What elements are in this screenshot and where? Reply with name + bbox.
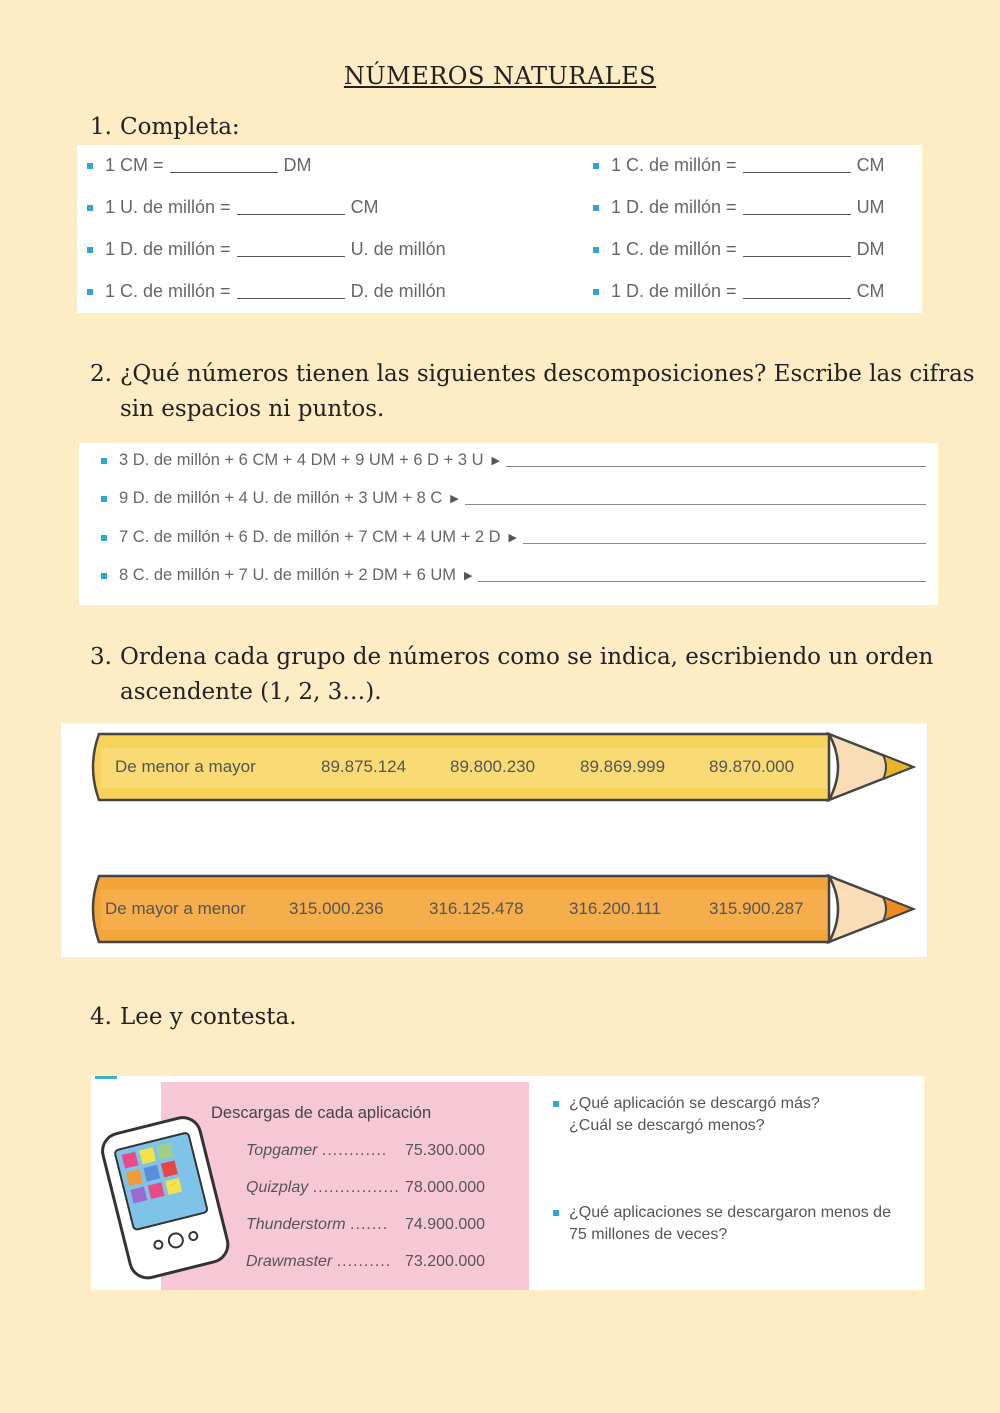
pencil-number: 89.869.999 — [580, 757, 666, 776]
arrow-icon: ▶ — [464, 570, 473, 582]
ex2-number: 2. — [90, 361, 112, 387]
arrow-icon: ▶ — [508, 532, 517, 544]
ex1-item: 1 C. de millón = CM — [593, 155, 885, 176]
app-name: Topgamer ............ — [246, 1142, 388, 1159]
ex1-number: 1. — [90, 114, 112, 140]
bullet-icon — [101, 496, 107, 502]
pencil-number: 89.800.230 — [450, 757, 536, 776]
app-name: Drawmaster .......... — [246, 1253, 392, 1270]
answer-line[interactable] — [523, 532, 926, 544]
ex2-row: 8 C. de millón + 7 U. de millón + 2 DM + 6 UM ▶ — [101, 566, 926, 585]
ex2-heading: 2. ¿Qué números tienen las siguientes descomposiciones? Escribe las cifras sin espacios ni puntos. — [90, 357, 975, 427]
arrow-icon: ▶ — [450, 493, 459, 505]
app-downloads: 78.000.000 — [405, 1179, 486, 1196]
arrow-icon: ▶ — [491, 455, 500, 467]
app-downloads: 73.200.000 — [405, 1253, 486, 1270]
ex4-panel — [91, 1076, 924, 1290]
bullet-icon — [87, 205, 93, 211]
ex1-item: 1 C. de millón = DM — [593, 239, 885, 260]
answer-line[interactable] — [506, 455, 926, 467]
pencil-label: De mayor a menor — [105, 899, 246, 918]
bullet-icon — [87, 289, 93, 295]
ex2-row: 3 D. de millón + 6 CM + 4 DM + 9 UM + 6 D + 3 U ▶ — [101, 451, 926, 470]
bullet-icon — [101, 458, 107, 464]
pencil-number: 315.900.287 — [709, 899, 804, 918]
pencil-number: 315.000.236 — [289, 899, 384, 918]
ex3-number: 3. — [90, 644, 112, 670]
bullet-icon — [593, 289, 599, 295]
downloads-title: Descargas de cada aplicación — [211, 1104, 432, 1122]
ex2-panel — [79, 443, 938, 605]
answer-blank[interactable] — [743, 285, 851, 299]
ex1-item: 1 U. de millón = CM — [87, 197, 379, 218]
answer-line[interactable] — [465, 493, 926, 505]
bullet-icon — [593, 247, 599, 253]
ex1-heading — [90, 110, 240, 145]
ex1-item: 1 CM = DM — [87, 155, 312, 176]
accent-bar — [95, 1076, 117, 1079]
ex1-panel — [77, 145, 922, 313]
ex3-panel — [61, 723, 927, 957]
question-2: ¿Qué aplicaciones se descargaron menos de 75 millones de veces? — [553, 1202, 891, 1246]
page-title: NÚMEROS NATURALES — [343, 62, 657, 90]
ex1-item: 1 D. de millón = CM — [593, 281, 885, 302]
answer-blank[interactable] — [170, 159, 278, 173]
bullet-icon — [87, 163, 93, 169]
ex1-item: 1 D. de millón = UM — [593, 197, 885, 218]
app-name: Quizplay ................ — [246, 1179, 400, 1196]
answer-blank[interactable] — [237, 285, 345, 299]
app-name: Thunderstorm ....... — [246, 1216, 389, 1233]
ex1-item: 1 C. de millón = D. de millón — [87, 281, 446, 302]
answer-blank[interactable] — [743, 159, 851, 173]
answer-blank[interactable] — [743, 201, 851, 215]
ex2-row: 9 D. de millón + 4 U. de millón + 3 UM + 8 C ▶ — [101, 489, 926, 508]
pencil-menor-a-mayor — [87, 728, 927, 806]
app-downloads: 74.900.000 — [405, 1216, 486, 1233]
pencil-number: 89.875.124 — [321, 757, 407, 776]
bullet-icon — [593, 205, 599, 211]
answer-blank[interactable] — [237, 201, 345, 215]
bullet-icon — [87, 247, 93, 253]
ex3-heading: 3. Ordena cada grupo de números como se indica, escribiendo un orden ascendente (1, 2, 3…). — [90, 640, 933, 710]
answer-line[interactable] — [478, 570, 926, 582]
answer-blank[interactable] — [237, 243, 345, 257]
ex4-heading: 4. Lee y contesta. — [90, 1000, 297, 1035]
answer-blank[interactable] — [743, 243, 851, 257]
bullet-icon — [553, 1101, 559, 1107]
bullet-icon — [593, 163, 599, 169]
pencil-mayor-a-menor — [87, 870, 927, 948]
bullet-icon — [101, 573, 107, 579]
pencil-label: De menor a mayor — [115, 757, 256, 776]
bullet-icon — [101, 535, 107, 541]
phone-icon — [97, 1112, 231, 1282]
pencil-number: 316.200.111 — [569, 899, 662, 918]
ex1-item: 1 D. de millón = U. de millón — [87, 239, 446, 260]
ex1-heading-text: Completa: — [120, 114, 240, 140]
question-1: ¿Qué aplicación se descargó más? ¿Cuál se descargó menos? — [553, 1093, 820, 1137]
pencil-number: 89.870.000 — [709, 757, 795, 776]
bullet-icon — [553, 1210, 559, 1216]
app-downloads: 75.300.000 — [405, 1142, 486, 1159]
ex2-row: 7 C. de millón + 6 D. de millón + 7 CM + 4 UM + 2 D ▶ — [101, 528, 926, 547]
pencil-number: 316.125.478 — [429, 899, 524, 918]
ex4-number: 4. — [90, 1004, 112, 1030]
